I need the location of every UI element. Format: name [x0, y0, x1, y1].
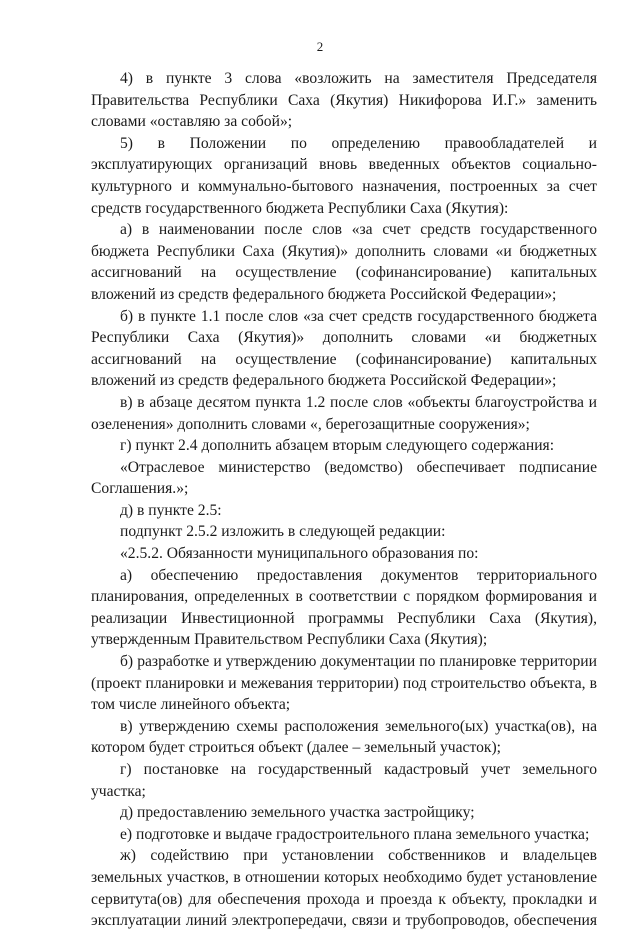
- paragraph-duty-e: е) подготовке и выдаче градостроительного плана земельного участка;: [120, 825, 590, 843]
- paragraph-duty-d: д) предоставлению земельного участка застройщику;: [120, 804, 475, 822]
- document-body: [91, 68, 597, 932]
- paragraph-duty-a: а) обеспечению предоставления документов территориального планирования, определенных в соответствии с порядком формирования и реализации Инвестиционной программы Республики Саха (Якутия), утвержденным Правительством Республики Саха (Якутия);: [91, 566, 597, 649]
- paragraph-subitem-g: г) пункт 2.4 дополнить абзацем вторым следующего содержания:: [120, 437, 555, 455]
- paragraph-subpoint-2-5-2: подпункт 2.5.2 изложить в следующей редакции:: [120, 523, 446, 541]
- paragraph-item-5: 5) в Положении по определению правообладателей и эксплуатирующих организаций вновь введенных объектов социально-культурного и коммунально-бытового назначения, построенных за счет средств государственного бюджета Республики Саха (Якутия):: [91, 134, 597, 217]
- paragraph-subitem-d: д) в пункте 2.5:: [120, 501, 222, 519]
- paragraph-clause-2-5-2: «2.5.2. Обязанности муниципального образования по:: [120, 545, 479, 563]
- paragraph-duty-g: г) постановке на государственный кадастровый учет земельного участка;: [91, 761, 597, 800]
- paragraph-subitem-a: а) в наименовании после слов «за счет средств государственного бюджета Республики Саха (Якутия)» дополнить словами «и бюджетных ассигнований на осуществление (софинансирование) капитальных вложений из средств федерального бюджета Российской Федерации»;: [91, 221, 597, 303]
- paragraph-quote-agreement: «Отраслевое министерство (ведомство) обеспечивает подписание Соглашения.»;: [91, 458, 597, 498]
- paragraph-duty-v: в) утверждению схемы расположения земельного(ых) участка(ов), на котором будет строиться объект (далее – земельный участок);: [91, 717, 597, 757]
- paragraph-duty-b: б) разработке и утверждению документации по планировке территории (проект планировки и межевания территории) под строительство объекта, в том числе линейного объекта;: [91, 653, 597, 714]
- paragraph-duty-zh: ж) содействию при установлении собственников и владельцев земельных участков, в отношении которых необходимо будет установление сервитута(ов) для обеспечения прохода и проезда к объекту, прокладки и эксплуатации линий электропередачи, связи и трубопроводов, обеспечения: [91, 847, 597, 930]
- paragraph-subitem-v: в) в абзаце десятом пункта 1.2 после слов «объекты благоустройства и озеленения» дополнить словами «, берегозащитные сооружения»;: [91, 393, 597, 433]
- paragraph-subitem-b: б) в пункте 1.1 после слов «за счет средств государственного бюджета Республики Саха (Якутия)» дополнить словами «и бюджетных ассигнований на осуществление (софинансирование) капитальных вложений из средств федерального бюджета Российской Федерации»;: [91, 307, 597, 390]
- paragraph-item-4: 4) в пункте 3 слова «возложить на заместителя Председателя Правительства Республики Саха (Якутия) Никифорова И.Г.» заменить словами «оставляю за собой»;: [91, 70, 597, 131]
- page-number: 2: [316, 39, 324, 54]
